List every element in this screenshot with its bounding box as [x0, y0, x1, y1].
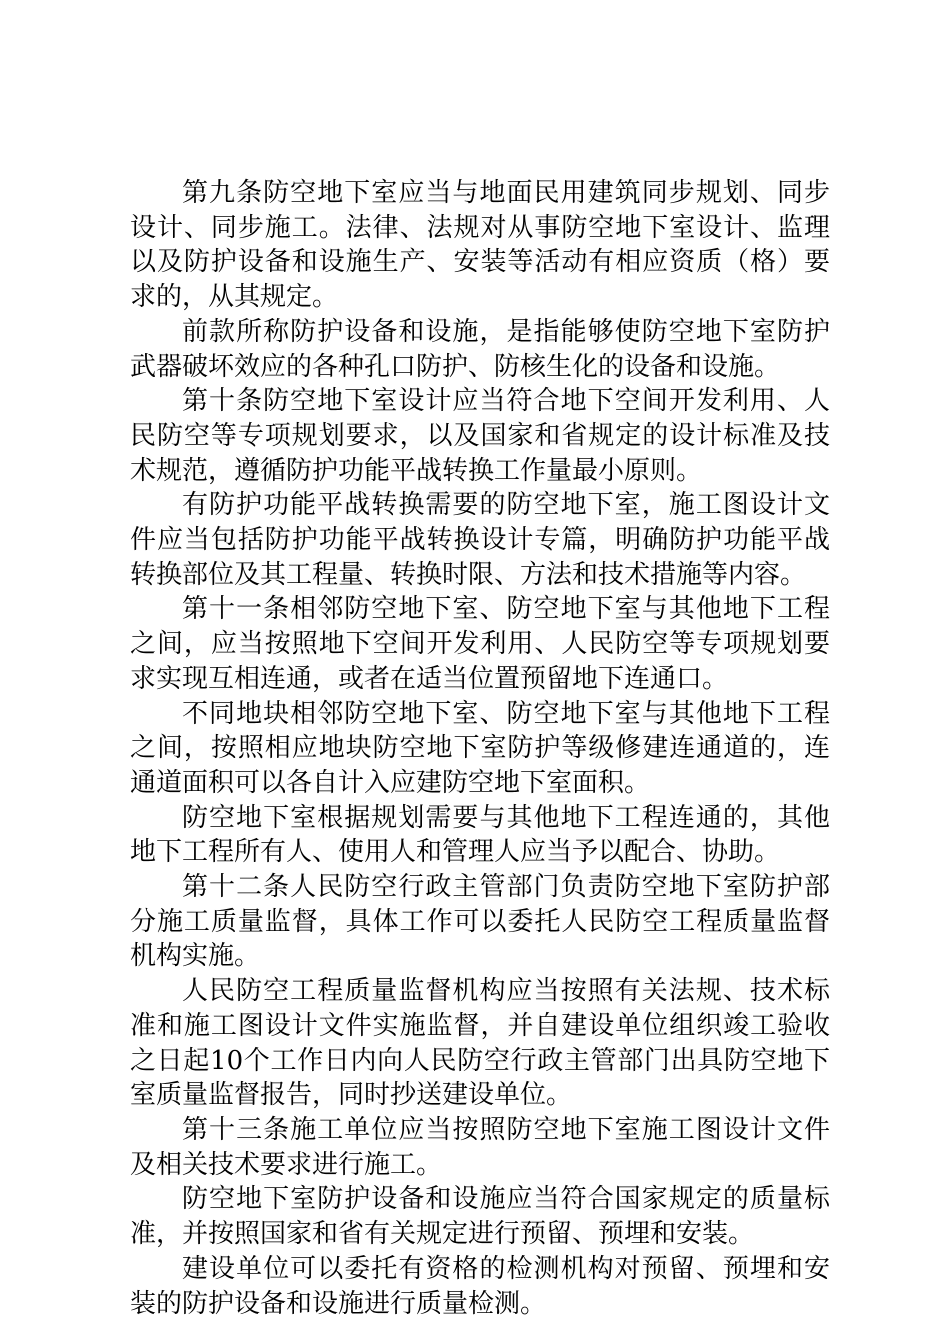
paragraph-article-9: 第九条防空地下室应当与地面民用建筑同步规划、同步设计、同步施工。法律、法规对从事防空地下室设计、监理以及防护设备和设施生产、安装等活动有相应资质（格）要求的，从其规定。: [130, 178, 830, 313]
paragraph-connection-passage: 不同地块相邻防空地下室、防空地下室与其他地下工程之间，按照相应地块防空地下室防护等级修建连通道的，连通道面积可以各自计入应建防空地下室面积。: [130, 698, 830, 798]
document-body: [130, 176, 830, 1321]
paragraph-article-13: 第十三条施工单位应当按照防空地下室施工图设计文件及相关技术要求进行施工。: [130, 1114, 830, 1180]
paragraph-conversion-design: 有防护功能平战转换需要的防空地下室，施工图设计文件应当包括防护功能平战转换设计专篇，明确防护功能平战转换部位及其工程量、转换时限、方法和技术措施等内容。: [130, 490, 830, 590]
paragraph-protective-equipment-definition: 前款所称防护设备和设施，是指能够使防空地下室防护武器破坏效应的各种孔口防护、防核生化的设备和设施。: [130, 316, 830, 382]
paragraph-article-10: 第十条防空地下室设计应当符合地下空间开发利用、人民防空等专项规划要求，以及国家和省规定的设计标准及技术规范，遵循防护功能平战转换工作量最小原则。: [130, 386, 830, 486]
paragraph-article-11: 第十一条相邻防空地下室、防空地下室与其他地下工程之间，应当按照地下空间开发利用、人民防空等专项规划要求实现互相连通，或者在适当位置预留地下连通口。: [130, 594, 830, 694]
paragraph-quality-supervision: 人民防空工程质量监督机构应当按照有关法规、技术标准和施工图设计文件实施监督，并自建设单位组织竣工验收之日起10个工作日内向人民防空行政主管部门出具防空地下室质量监督报告，同时抄送建设单位。: [130, 976, 830, 1111]
paragraph-quality-testing: 建设单位可以委托有资格的检测机构对预留、预埋和安装的防护设备和设施进行质量检测。: [130, 1253, 830, 1319]
paragraph-cooperation: 防空地下室根据规划需要与其他地下工程连通的，其他地下工程所有人、使用人和管理人应当予以配合、协助。: [130, 802, 830, 868]
paragraph-article-12: 第十二条人民防空行政主管部门负责防空地下室防护部分施工质量监督，具体工作可以委托人民防空工程质量监督机构实施。: [130, 872, 830, 972]
paragraph-equipment-standards: 防空地下室防护设备和设施应当符合国家规定的质量标准，并按照国家和省有关规定进行预留、预埋和安装。: [130, 1184, 830, 1250]
